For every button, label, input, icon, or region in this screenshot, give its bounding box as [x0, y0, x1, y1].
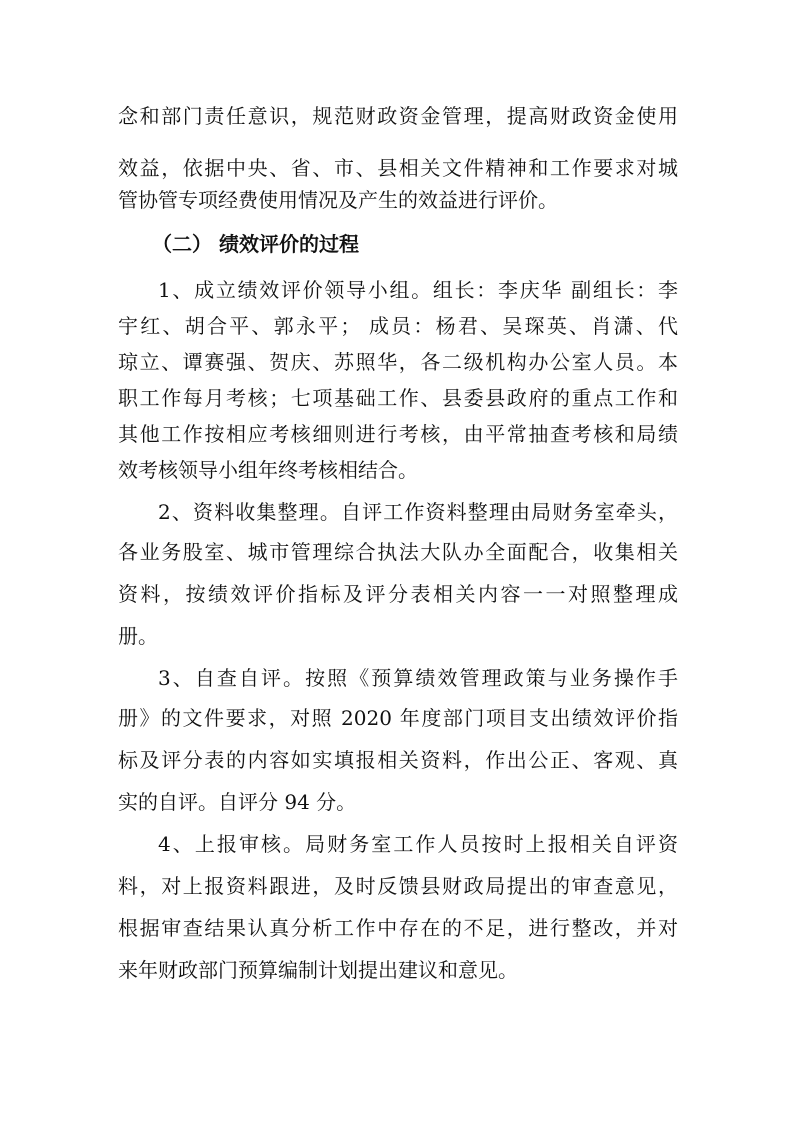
paragraph-1-line: 琼立、谭赛强、贺庆、苏照华，各二级机构办公室人员。本 [118, 350, 678, 374]
intro-line: 念和部门责任意识，规范财政资金管理，提高财政资金使用 [118, 104, 678, 128]
paragraph-2-line: 各业务股室、城市管理综合执法大队办全面配合，收集相关 [118, 540, 678, 564]
section-heading: （二） 绩效评价的过程 [152, 232, 359, 256]
paragraph-4-line: 4、上报审核。局财务室工作人员按时上报相关自评资 [158, 832, 678, 856]
paragraph-3-line: 3、自查自评。按照《预算绩效管理政策与业务操作手 [158, 666, 678, 690]
paragraph-4-line: 根据审查结果认真分析工作中存在的不足，进行整改，并对 [118, 916, 678, 940]
paragraph-2-line: 册。 [118, 624, 158, 648]
paragraph-4-line: 料，对上报资料跟进，及时反馈县财政局提出的审查意见， [118, 874, 678, 898]
paragraph-4-line: 来年财政部门预算编制计划提出建议和意见。 [118, 958, 518, 982]
paragraph-1-line: 其他工作按相应考核细则进行考核，由平常抽查考核和局绩 [118, 422, 678, 446]
intro-line: 管协管专项经费使用情况及产生的效益进行评价。 [118, 188, 558, 212]
paragraph-2-line: 2、资料收集整理。自评工作资料整理由局财务室牵头， [158, 500, 678, 524]
paragraph-1-line: 宇红、胡合平、郭永平； 成员：杨君、吴琛英、肖潇、代 [118, 314, 678, 338]
paragraph-3-line: 标及评分表的内容如实填报相关资料，作出公正、客观、真 [118, 748, 678, 772]
paragraph-3-line: 实的自评。自评分 94 分。 [118, 790, 357, 814]
paragraph-1-line: 1、成立绩效评价领导小组。组长：李庆华 副组长：李 [158, 278, 678, 302]
intro-line: 效益，依据中央、省、市、县相关文件精神和工作要求对城 [118, 156, 678, 180]
paragraph-1-line: 职工作每月考核；七项基础工作、县委县政府的重点工作和 [118, 386, 678, 410]
paragraph-1-line: 效考核领导小组年终考核相结合。 [118, 458, 418, 482]
paragraph-3-line: 册》的文件要求，对照 2020 年度部门项目支出绩效评价指 [118, 706, 678, 730]
paragraph-2-line: 资料，按绩效评价指标及评分表相关内容一一对照整理成 [118, 582, 678, 606]
